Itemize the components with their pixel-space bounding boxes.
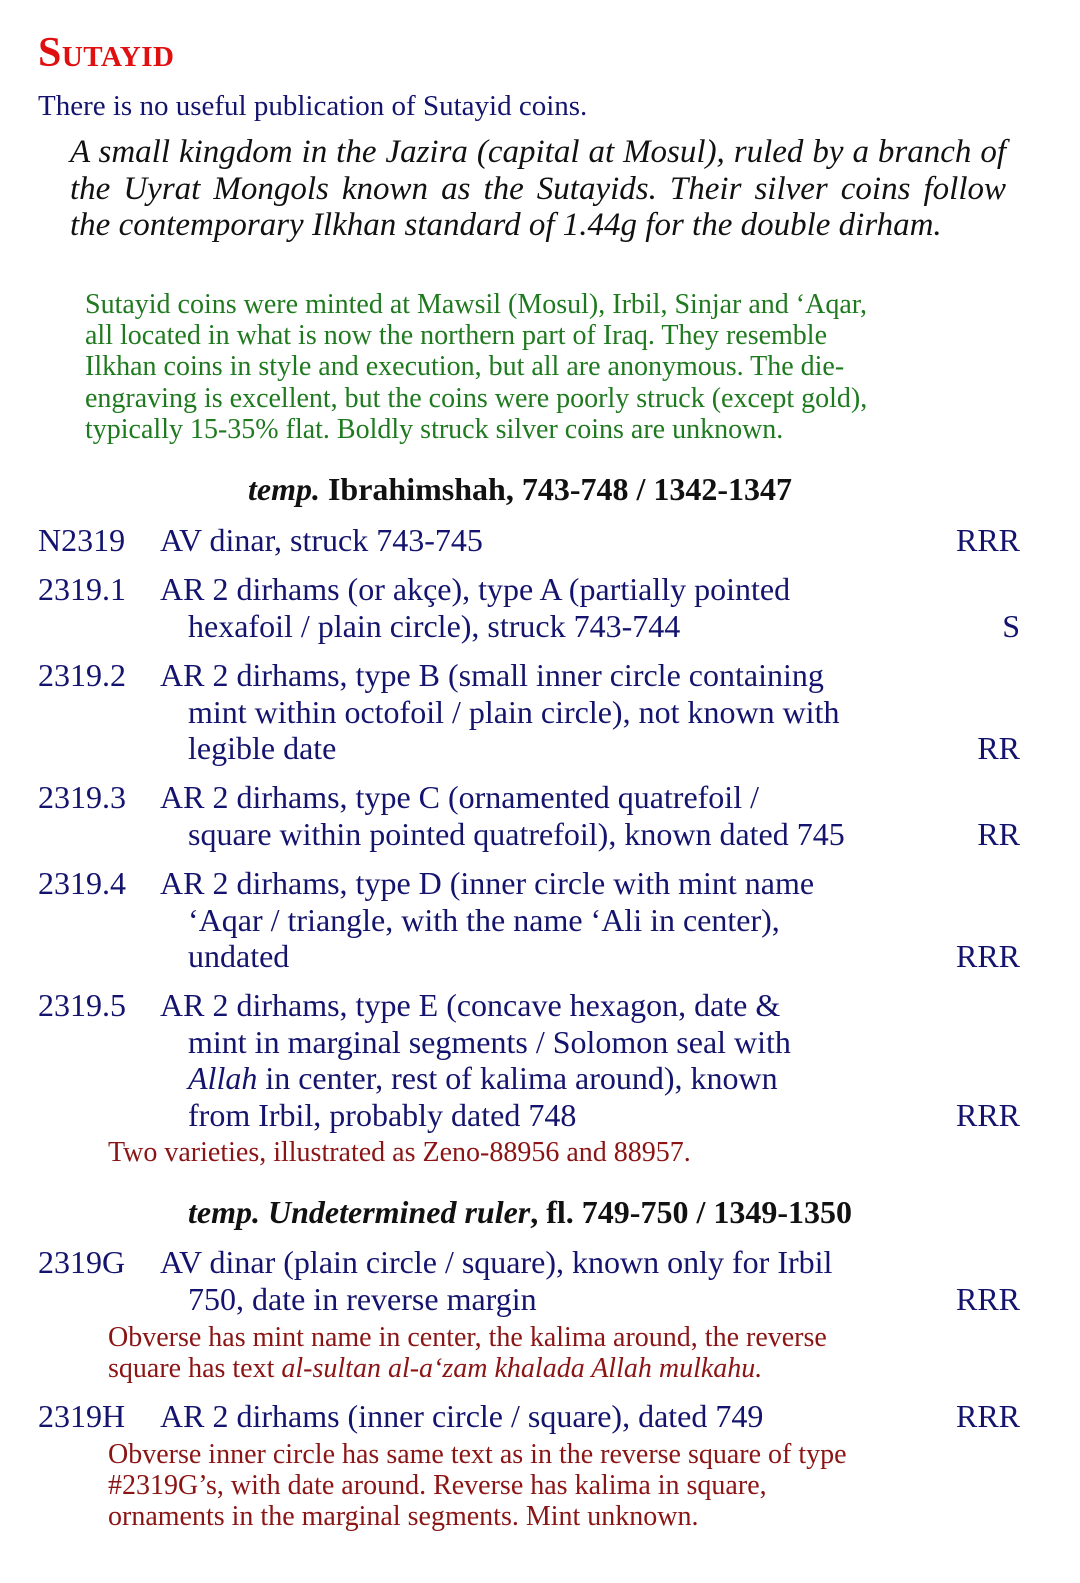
entry-number: 2319.4 — [38, 865, 126, 901]
entry-description — [160, 657, 839, 767]
intro-green-line: Ilkhan coins in style and execution, but all are anonymous. The die- — [85, 351, 845, 383]
entry-description-line: mint in marginal segments / Solomon seal with — [188, 1023, 791, 1060]
catalog-entry-2319-4 — [38, 865, 1020, 975]
ruler-heading-ibrahimshah — [0, 470, 1040, 508]
entry-description — [160, 571, 790, 644]
entry-number: 2319.3 — [38, 779, 126, 815]
catalog-entry-2319-1 — [38, 571, 1020, 645]
note-line: Obverse has mint name in center, the kalima around, the reverse — [108, 1322, 827, 1353]
rarity-rating: RR — [977, 815, 1020, 852]
rarity-rating: RRR — [955, 1280, 1020, 1317]
catalog-entry-N2319 — [38, 522, 1020, 559]
rarity-rating: RRR — [955, 1096, 1020, 1133]
entry-description-line: mint within octofoil / plain circle), not known with — [188, 693, 840, 730]
entry-description — [160, 865, 814, 975]
entry-description-line: AR 2 dirhams, type B (small inner circle containing — [160, 657, 824, 693]
intro-green-line: Sutayid coins were minted at Mawsil (Mosul), Irbil, Sinjar and ‘Aqar, — [85, 289, 867, 320]
catalog-entry-2319H — [38, 1398, 1020, 1435]
heading-temp-prefix: temp. — [247, 471, 320, 507]
intro-green-paragraph — [85, 289, 985, 445]
entry-description-line — [160, 1060, 791, 1097]
entry-description — [160, 1398, 763, 1435]
entry-description-line: undated — [188, 938, 290, 974]
entry-number: 2319.2 — [38, 657, 126, 693]
catalog-entry-2319-2 — [38, 657, 1020, 767]
italic-word-allah: Allah — [188, 1060, 258, 1096]
entry-description-line: AR 2 dirhams (inner circle / square), dated 749 — [160, 1398, 764, 1434]
catalog-entry-2319-5 — [38, 987, 1020, 1133]
intro-italic-paragraph: A small kingdom in the Jazira (capital at Mosul), ruled by a branch of the Uyrat Mongols known as the Sutayids. Their silver coins follow the contemporary Ilkhan standard of 1.44g for the double dirham. — [70, 134, 1006, 243]
entry-number: 2319G — [38, 1244, 126, 1280]
entry-description-line: AR 2 dirhams, type C (ornamented quatrefoil / — [160, 779, 759, 815]
note-line: Two varieties, illustrated as Zeno-88956 and 88957. — [108, 1137, 691, 1168]
note-line — [108, 1353, 827, 1384]
heading-temp-prefix: temp. — [188, 1194, 260, 1230]
entry-description-line: hexafoil / plain circle), struck 743-744 — [188, 607, 681, 644]
ruler-heading-undetermined — [0, 1193, 1040, 1231]
entry-note-2319-5 — [108, 1137, 691, 1168]
note-text: square has text — [108, 1353, 282, 1385]
rarity-rating: RRR — [955, 522, 1020, 558]
entry-description-line: ‘Aqar / triangle, with the name ‘Ali in center), — [188, 901, 780, 938]
heading-ruler-italic: Undetermined ruler — [260, 1194, 531, 1230]
entry-description-line: square within pointed quatrefoil), known dated 745 — [188, 815, 845, 852]
catalog-entry-2319-3 — [38, 779, 1020, 853]
entry-description-line: AV dinar (plain circle / square), known only for Irbil — [160, 1244, 833, 1280]
entry-description-line: from Irbil, probably dated 748 — [188, 1096, 577, 1133]
entry-description-line: AR 2 dirhams, type E (concave hexagon, date & — [160, 987, 781, 1023]
entry-description — [160, 987, 791, 1133]
entry-number: 2319.5 — [38, 987, 126, 1023]
entry-description-line: legible date — [188, 730, 337, 766]
entry-description-line: AR 2 dirhams, type D (inner circle with mint name — [160, 865, 815, 901]
intro-green-line: engraving is excellent, but the coins were poorly struck (except gold), — [85, 382, 868, 414]
entry-note-2319H — [108, 1439, 847, 1533]
entry-description — [160, 522, 483, 559]
entry-description — [160, 779, 845, 852]
rarity-rating: S — [1002, 607, 1020, 644]
entry-description-line: AR 2 dirhams (or akçe), type A (partially pointed — [160, 571, 791, 607]
rarity-rating: RRR — [955, 938, 1020, 974]
entry-description-line: 750, date in reverse margin — [188, 1280, 537, 1317]
note-italic-inscription: al-sultan al-a‘zam khalada Allah mulkahu. — [281, 1353, 763, 1385]
entry-note-2319G — [108, 1322, 827, 1384]
entry-number: 2319H — [38, 1398, 126, 1434]
rarity-rating: RR — [977, 730, 1020, 766]
heading-ruler-text: , fl. 749-750 / 1349-1350 — [530, 1194, 852, 1230]
rarity-rating: RRR — [955, 1398, 1020, 1434]
entry-number: 2319.1 — [38, 571, 126, 607]
note-line: Obverse inner circle has same text as in the reverse square of type — [108, 1439, 847, 1470]
publication-note: There is no useful publication of Sutayid coins. — [38, 90, 588, 122]
note-line: #2319G’s, with date around. Reverse has kalima in square, — [108, 1470, 767, 1502]
note-line: ornaments in the marginal segments. Mint unknown. — [108, 1501, 699, 1533]
dynasty-title: Sutayid — [38, 30, 175, 76]
entry-number: N2319 — [38, 522, 126, 558]
entry-description-text: in center, rest of kalima around), known — [257, 1060, 778, 1096]
intro-green-line: typically 15-35% flat. Boldly struck silver coins are unknown. — [85, 413, 784, 445]
entry-description-line: AV dinar, struck 743-745 — [160, 522, 483, 558]
heading-ruler-text: Ibrahimshah, 743-748 / 1342-1347 — [319, 471, 793, 507]
catalog-entry-2319G — [38, 1244, 1020, 1318]
entry-description — [160, 1244, 832, 1317]
intro-green-line: all located in what is now the northern part of Iraq. They resemble — [85, 320, 828, 352]
